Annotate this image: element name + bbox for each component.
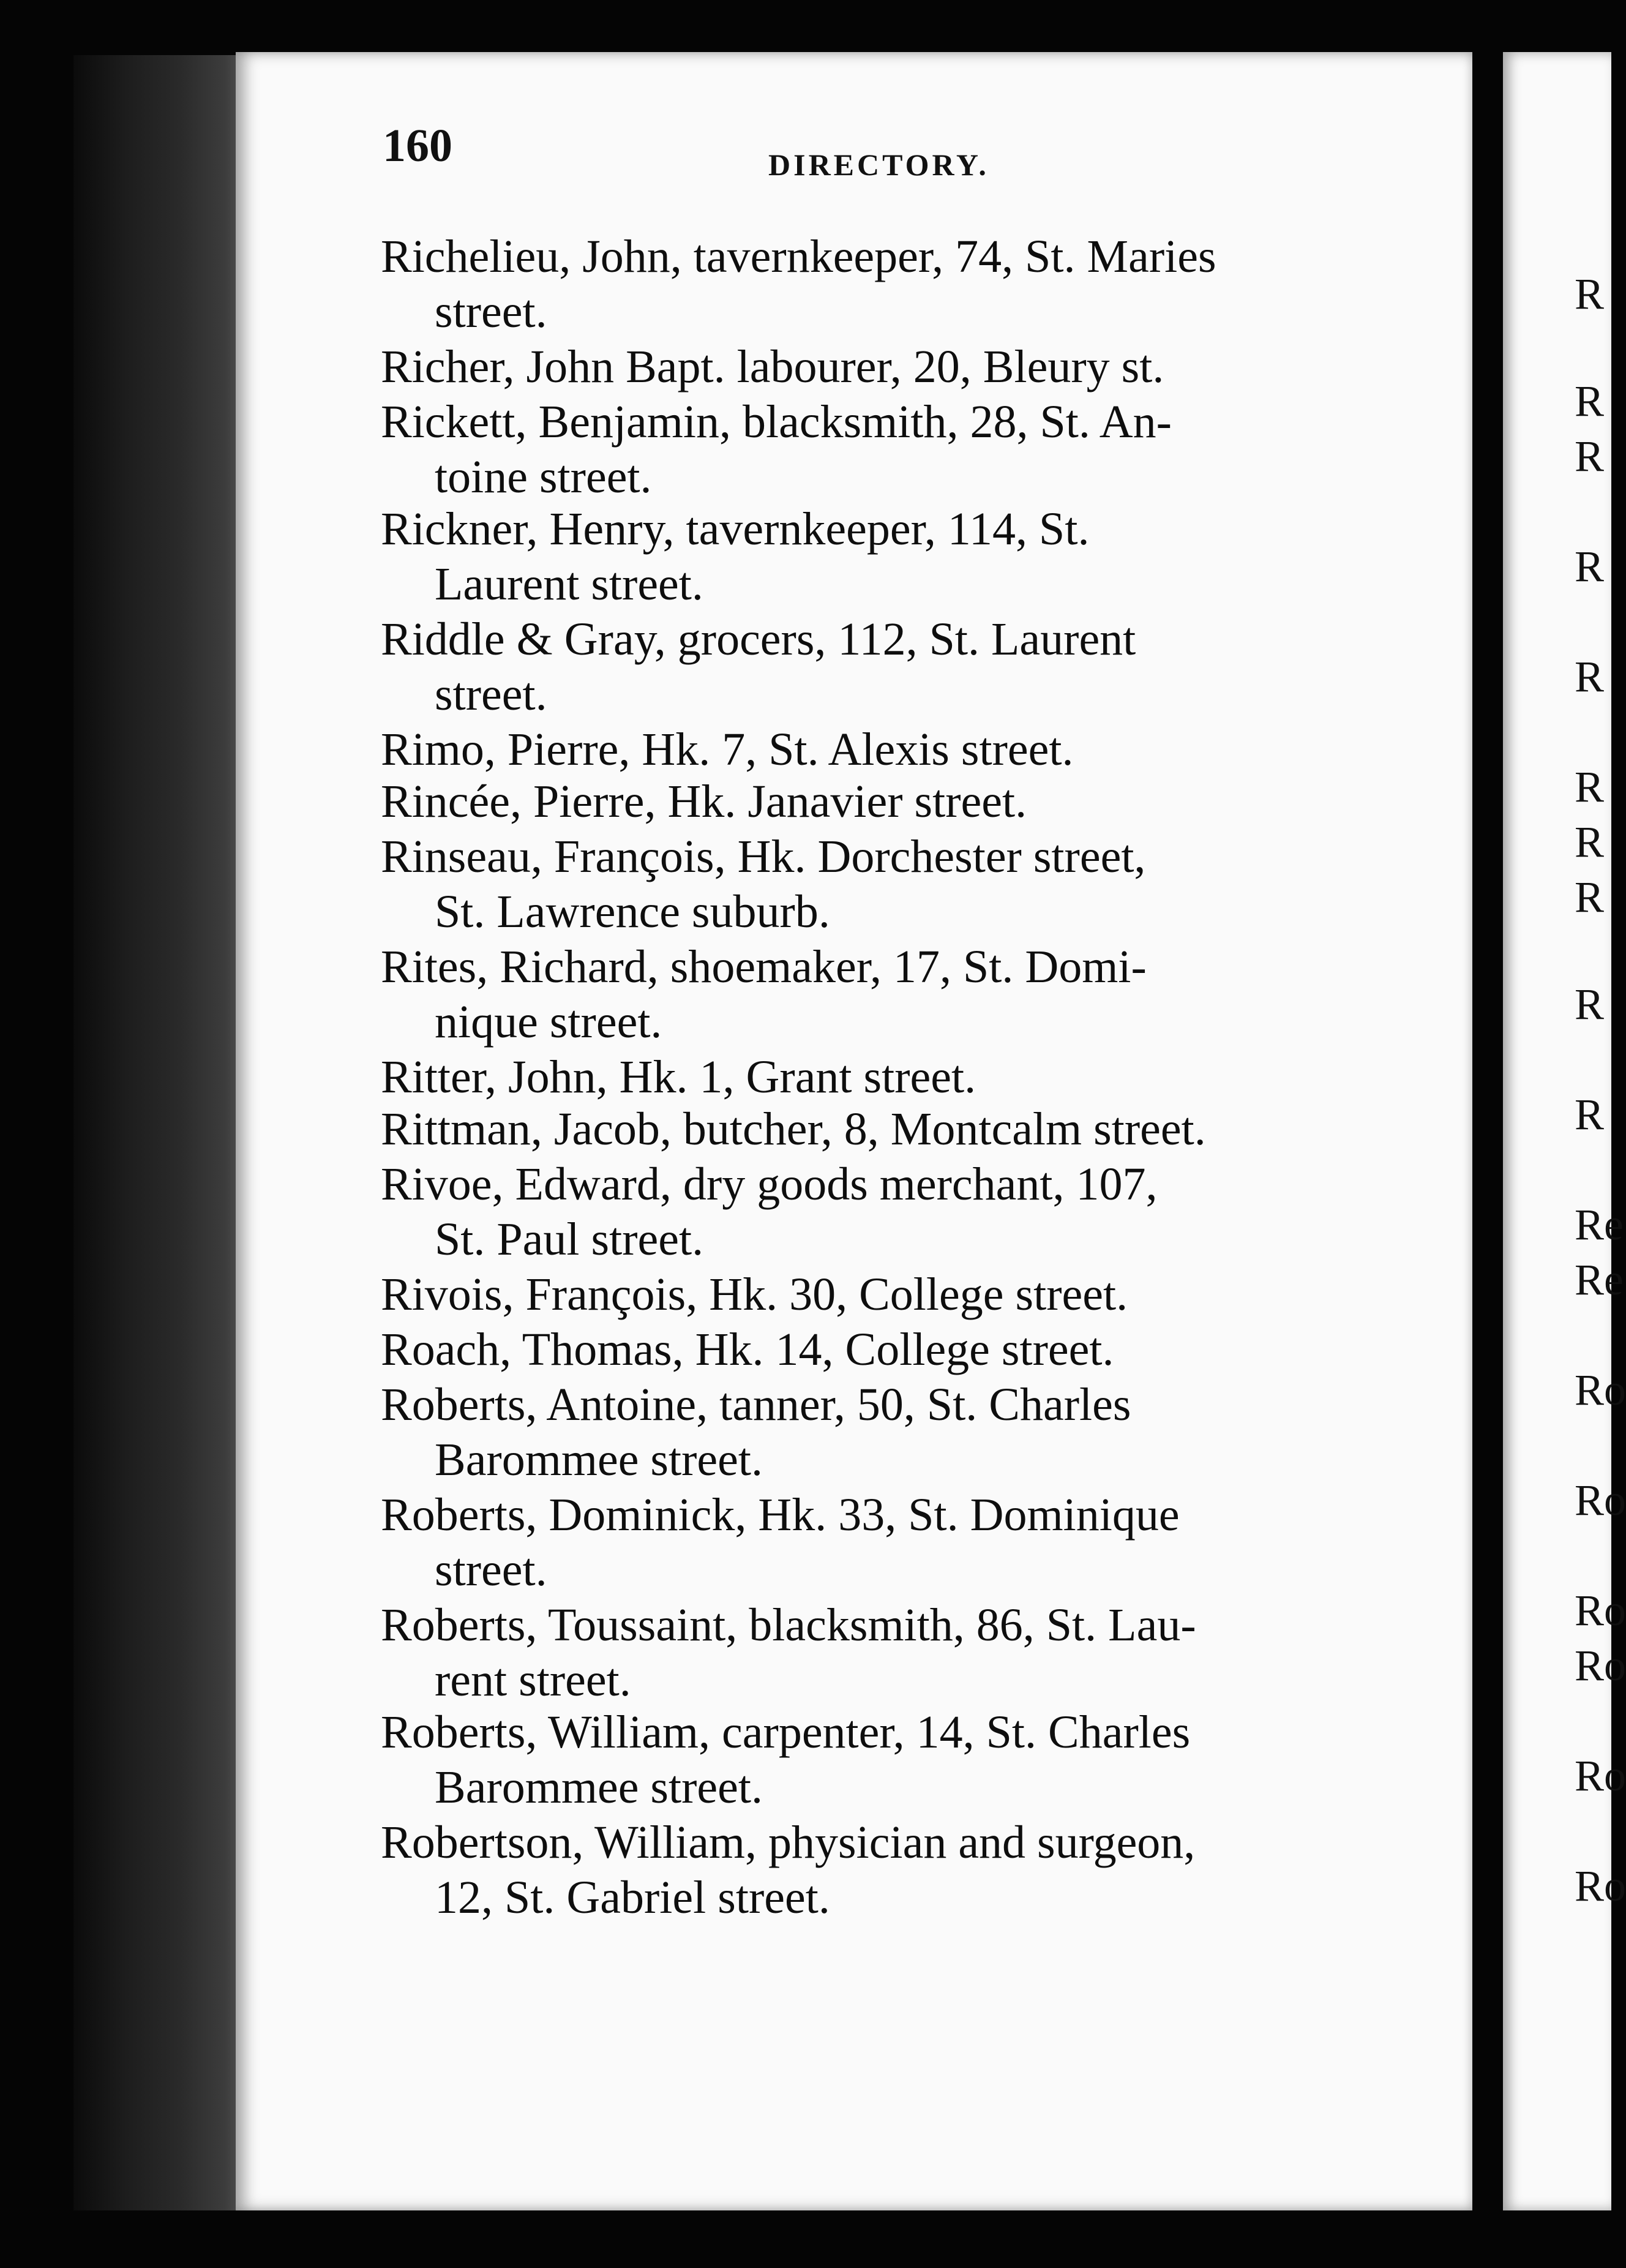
facing-page-letter: Ro xyxy=(1575,1476,1626,1525)
page-number: 160 xyxy=(383,120,452,171)
facing-page-letter: R xyxy=(1575,652,1605,701)
facing-page-letter: R xyxy=(1575,432,1605,481)
entry-line: Rickner, Henry, tavernkeeper, 114, St. xyxy=(381,503,1090,555)
facing-page-letter: Ro xyxy=(1575,1365,1626,1414)
facing-page-letter: Re xyxy=(1575,1200,1624,1249)
entry-line: Rickett, Benjamin, blacksmith, 28, St. An- xyxy=(381,396,1172,448)
book-page-edges xyxy=(73,55,251,2210)
running-head: DIRECTORY. xyxy=(768,148,989,182)
entry-continuation: Laurent street. xyxy=(435,558,703,610)
entry-line: Richelieu, John, tavernkeeper, 74, St. Maries xyxy=(381,231,1216,282)
entry-continuation: nique street. xyxy=(435,996,662,1048)
entry-continuation: St. Paul street. xyxy=(435,1214,704,1265)
entry-line: Ritter, John, Hk. 1, Grant street. xyxy=(381,1051,976,1103)
facing-page-letter: R xyxy=(1575,1090,1605,1139)
entry-continuation: toine street. xyxy=(435,451,652,503)
facing-page-letter: Re xyxy=(1575,1255,1624,1304)
facing-page-letter: R xyxy=(1575,980,1605,1029)
entry-continuation: St. Lawrence suburb. xyxy=(435,886,830,937)
entry-line: Roberts, Toussaint, blacksmith, 86, St. Lau- xyxy=(381,1599,1196,1651)
entry-line: Rivoe, Edward, dry goods merchant, 107, xyxy=(381,1158,1158,1210)
facing-page-letter: Ro xyxy=(1575,1641,1626,1690)
entry-continuation: street. xyxy=(435,286,547,337)
facing-page-letter: Ro xyxy=(1575,1751,1626,1800)
entry-continuation: 12, St. Gabriel street. xyxy=(435,1872,830,1923)
entry-line: Rimo, Pierre, Hk. 7, St. Alexis street. xyxy=(381,724,1074,775)
entry-line: Roberts, William, carpenter, 14, St. Charles xyxy=(381,1707,1191,1758)
entry-line: Rincée, Pierre, Hk. Janavier street. xyxy=(381,776,1027,827)
entry-line: Roach, Thomas, Hk. 14, College street. xyxy=(381,1324,1114,1375)
entry-line: Riddle & Gray, grocers, 112, St. Laurent xyxy=(381,614,1136,665)
entry-continuation: rent street. xyxy=(435,1654,631,1706)
entry-continuation: street. xyxy=(435,1544,547,1596)
facing-page-letter: R xyxy=(1575,269,1605,318)
facing-page-letter: R xyxy=(1575,873,1605,922)
entry-continuation: Barommee street. xyxy=(435,1762,763,1813)
entry-line: Richer, John Bapt. labourer, 20, Bleury st. xyxy=(381,341,1164,392)
entry-line: Roberts, Antoine, tanner, 50, St. Charles xyxy=(381,1379,1131,1430)
facing-page-letter: R xyxy=(1575,542,1605,591)
facing-page-letter: Ro xyxy=(1575,1586,1626,1635)
entry-continuation: Barommee street. xyxy=(435,1434,763,1485)
entry-line: Robertson, William, physician and surgeon, xyxy=(381,1817,1196,1868)
facing-page-letter: R xyxy=(1575,762,1605,811)
facing-page-letter: R xyxy=(1575,817,1605,866)
facing-page-letter: R xyxy=(1575,377,1605,426)
entry-continuation: street. xyxy=(435,669,547,720)
entry-line: Rinseau, François, Hk. Dorchester street, xyxy=(381,831,1146,882)
entry-line: Rites, Richard, shoemaker, 17, St. Domi- xyxy=(381,941,1147,993)
entry-line: Rittman, Jacob, butcher, 8, Montcalm street. xyxy=(381,1103,1206,1155)
facing-page-letter: Ro xyxy=(1575,1861,1626,1910)
entry-line: Roberts, Dominick, Hk. 33, St. Dominique xyxy=(381,1489,1180,1541)
entry-line: Rivois, François, Hk. 30, College street. xyxy=(381,1269,1128,1320)
